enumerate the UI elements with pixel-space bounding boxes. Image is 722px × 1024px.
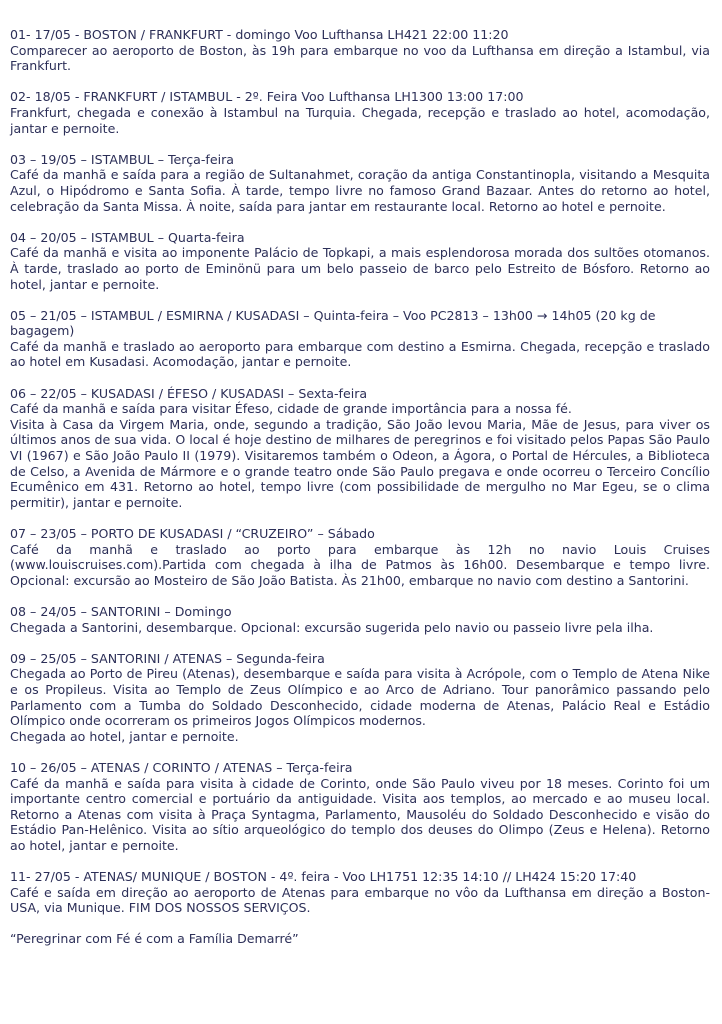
day-paragraph: Chegada ao hotel, jantar e pernoite.: [10, 728, 239, 744]
itinerary-day: [10, 869, 710, 916]
itinerary-day: [10, 386, 710, 511]
day-paragraph: Café da manhã e saída para visitar Éfeso, cidade de grande importância para a nossa fé.: [10, 401, 572, 417]
day-paragraph: Comparecer ao aeroporto de Boston, às 19h para embarque no voo da Lufthansa em direção a Istambul, via Frankfurt.: [10, 42, 710, 74]
day-description: [10, 339, 710, 370]
itinerary-day: [10, 89, 710, 136]
itinerary-document: [10, 27, 710, 947]
day-description: [10, 620, 710, 636]
itinerary-day: [10, 760, 710, 854]
day-paragraph: Chegada ao Porto de Pireu (Atenas), desembarque e saída para visita à Acrópole, com o Templo de Atena Nike e os Propileus. Visita ao Templo de Zeus Olímpico e ao Arco de Adriano. Tour panorâmico passando pelo Parlamento com a Tumba do Soldado Desconhecido, cidade moderna de Atenas, Palácio Real e Estádio Olímpico onde ocorreram os primeiros Jogos Olímpicos modernos.: [10, 666, 710, 729]
day-title: 10 – 26/05 – ATENAS / CORINTO / ATENAS – Terça-feira: [10, 759, 353, 775]
day-title: 11- 27/05 - ATENAS/ MUNIQUE / BOSTON - 4º. feira - Voo LH1751 12:35 14:10 // LH424 15:20 17:40: [10, 869, 637, 885]
day-paragraph: Café da manhã e traslado ao aeroporto para embarque com destino a Esmirna. Chegada, recepção e traslado ao hotel em Kusadasi. Acomodação, jantar e pernoite.: [10, 338, 710, 370]
itinerary-days: [10, 27, 710, 916]
day-description: [10, 401, 710, 510]
day-paragraph: Visita à Casa da Virgem Maria, onde, segundo a tradição, São João levou Maria, Mãe de Jesus, para viver os últimos anos de sua vida. O local é hoje destino de milhares de peregrinos e foi visitado pelos Papas São Paulo VI (1967) e São João Paulo II (1979). Visitaremos também o Odeon, a Ágora, o Portal de Hércules, a Biblioteca de Celso, a Avenida de Mármore e o grande teatro onde São Paulo pregava e onde ocorreu o Terceiro Concílio Ecumênico em 431. Retorno ao hotel, tempo livre (com possibilidade de mergulho no Mar Egeu, se o clima permitir), jantar e pernoite.: [10, 416, 710, 510]
day-paragraph: Café da manhã e saída para a região de Sultanahmet, coração da antiga Constantinopla, visitando a Mesquita Azul, o Hipódromo e Santa Sofia. À tarde, tempo livre no famoso Grand Bazaar. Antes do retorno ao hotel, celebração da Santa Missa. À noite, saída para jantar em restaurante local. Retorno ao hotel e pernoite.: [10, 167, 710, 214]
day-title: 03 – 19/05 – ISTAMBUL – Terça-feira: [10, 151, 234, 167]
day-paragraph: Café da manhã e saída para visita à cidade de Corinto, onde São Paulo viveu por 18 meses. Corinto foi um importante centro comercial e portuário da antiguidade. Visita aos templos, ao mercado e ao museu local. Retorno a Atenas com visita à Praça Syntagma, Parlamento, Mausoléu do Soldado Desconhecido e visão do Estádio Pan-Helênico. Visita ao sítio arqueológico do templo dos deuses do Olimpo (Zeus e Helena). Retorno ao hotel, jantar e pernoite.: [10, 775, 710, 853]
day-title: 08 – 24/05 – SANTORINI – Domingo: [10, 603, 232, 619]
day-title: 06 – 22/05 – KUSADASI / ÉFESO / KUSADASI – Sexta-feira: [10, 385, 368, 401]
day-description: [10, 666, 710, 744]
day-paragraph: Café da manhã e traslado ao porto para embarque às 12h no navio Louis Cruises (www.louiscruises.com).Partida com chegada à ilha de Patmos às 16h00. Desembarque e tempo livre. Opcional: excursão ao Mosteiro de São João Batista. Às 21h00, embarque no navio com destino a Santorini.: [10, 541, 710, 588]
day-title: 04 – 20/05 – ISTAMBUL – Quarta-feira: [10, 229, 245, 245]
day-description: [10, 245, 710, 292]
itinerary-day: [10, 230, 710, 292]
day-description: [10, 776, 710, 854]
itinerary-day: [10, 27, 710, 74]
closing-quote: “Peregrinar com Fé é com a Família Demarré”: [10, 931, 299, 947]
day-description: [10, 542, 710, 589]
day-title: 02- 18/05 - FRANKFURT / ISTAMBUL - 2º. Feira Voo Lufthansa LH1300 13:00 17:00: [10, 89, 524, 105]
itinerary-day: [10, 526, 710, 588]
itinerary-day: [10, 651, 710, 745]
day-description: [10, 885, 710, 916]
day-description: [10, 167, 710, 214]
day-description: [10, 43, 710, 74]
day-paragraph: Café da manhã e visita ao imponente Palácio de Topkapi, a mais esplendorosa morada dos sultões otomanos. À tarde, traslado ao porto de Eminönü para um belo passeio de barco pelo Estreito de Bósforo. Retorno ao hotel, jantar e pernoite.: [10, 245, 710, 292]
itinerary-day: [10, 308, 710, 370]
day-paragraph: Frankfurt, chegada e conexão à Istambul na Turquia. Chegada, recepção e traslado ao hotel, acomodação, jantar e pernoite.: [10, 104, 710, 136]
day-title: 07 – 23/05 – PORTO DE KUSADASI / “CRUZEIRO” – Sábado: [10, 526, 375, 541]
day-paragraph: Chegada a Santorini, desembarque. Opcional: excursão sugerida pelo navio ou passeio livre pela ilha.: [10, 619, 654, 635]
itinerary-day: [10, 152, 710, 214]
day-paragraph: Café e saída em direção ao aeroporto de Atenas para embarque no vôo da Lufthansa em direção a Boston-USA, via Munique. FIM DOS NOSSOS SERVIÇOS.: [10, 884, 710, 916]
day-title: 09 – 25/05 – SANTORINI / ATENAS – Segunda-feira: [10, 650, 325, 666]
itinerary-day: [10, 604, 710, 635]
day-title: 01- 17/05 - BOSTON / FRANKFURT - domingo Voo Lufthansa LH421 22:00 11:20: [10, 27, 509, 42]
day-description: [10, 105, 710, 136]
day-title: 05 – 21/05 – ISTAMBUL / ESMIRNA / KUSADASI – Quinta-feira – Voo PC2813 – 13h00 → 14h05 (20 kg de bagagem): [10, 307, 656, 339]
